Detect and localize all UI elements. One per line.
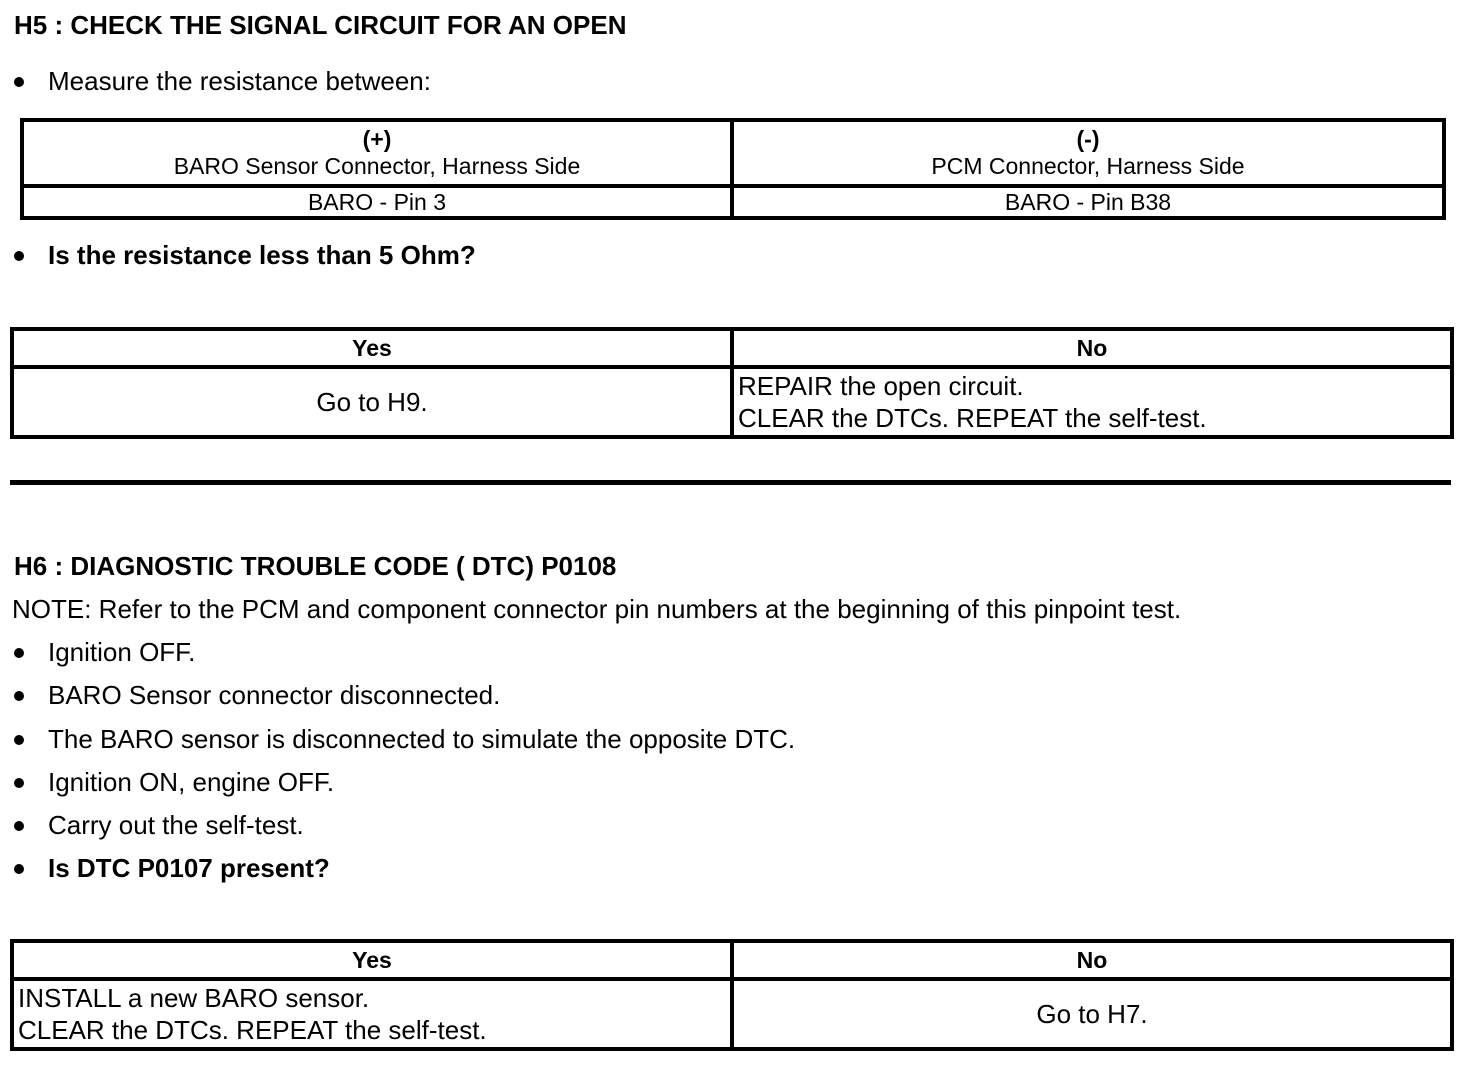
yes-action-line2: CLEAR the DTCs. REPEAT the self-test. xyxy=(18,1015,487,1045)
bullet-text: Carry out the self-test. xyxy=(48,810,304,840)
bullet-text: Ignition OFF. xyxy=(48,637,196,667)
h6-bullet-2 xyxy=(12,680,500,711)
minus-header-cell xyxy=(732,120,1444,186)
yes-action-line1: INSTALL a new BARO sensor. xyxy=(18,983,370,1013)
bullet-icon xyxy=(14,864,24,874)
plus-symbol: (+) xyxy=(362,126,392,152)
bullet-text: The BARO sensor is disconnected to simulate the opposite DTC. xyxy=(48,724,796,754)
h6-title: H6 : DIAGNOSTIC TROUBLE CODE ( DTC) P0108 xyxy=(14,551,617,581)
minus-symbol: (-) xyxy=(1076,126,1100,152)
meter-connection-table xyxy=(20,118,1446,220)
h6-question xyxy=(12,853,330,884)
yes-action-cell xyxy=(12,979,732,1049)
bullet-icon xyxy=(14,821,24,831)
plus-header-cell xyxy=(22,120,732,186)
bullet-text: Ignition ON, engine OFF. xyxy=(48,767,335,797)
h6-result-table xyxy=(10,939,1454,1051)
section-divider xyxy=(10,480,1451,485)
no-action: Go to H7. xyxy=(732,979,1452,1049)
no-action-line2: CLEAR the DTCs. REPEAT the self-test. xyxy=(738,403,1207,433)
bullet-text: Measure the resistance between: xyxy=(48,66,431,96)
h6-bullet-1 xyxy=(12,637,195,668)
minus-label: PCM Connector, Harness Side xyxy=(931,153,1245,179)
bullet-text: BARO Sensor connector disconnected. xyxy=(48,680,501,710)
bullet-icon xyxy=(14,648,24,658)
h5-question xyxy=(12,240,476,271)
bullet-icon xyxy=(14,77,24,87)
plus-value-cell: BARO - Pin 3 xyxy=(22,186,732,218)
h5-bullet-measure xyxy=(12,66,431,97)
h5-title: H5 : CHECK THE SIGNAL CIRCUIT FOR AN OPEN xyxy=(14,10,627,40)
plus-label: BARO Sensor Connector, Harness Side xyxy=(173,153,581,179)
h5-result-table xyxy=(10,327,1454,439)
question-text: Is DTC P0107 present? xyxy=(48,853,330,883)
h6-bullet-3 xyxy=(12,724,795,755)
bullet-icon xyxy=(14,735,24,745)
bullet-icon xyxy=(14,251,24,261)
bullet-icon xyxy=(14,691,24,701)
question-text: Is the resistance less than 5 Ohm? xyxy=(48,240,476,270)
no-action-line1: REPAIR the open circuit. xyxy=(738,371,1024,401)
no-header: No xyxy=(732,941,1452,979)
minus-value-cell: BARO - Pin B38 xyxy=(732,186,1444,218)
h6-bullet-5 xyxy=(12,810,304,841)
h6-note: NOTE: Refer to the PCM and component connector pin numbers at the beginning of this pinpoint test. xyxy=(12,594,1182,624)
bullet-icon xyxy=(14,778,24,788)
yes-header: Yes xyxy=(12,941,732,979)
h6-bullet-4 xyxy=(12,767,334,798)
no-action-cell xyxy=(732,367,1452,437)
yes-header: Yes xyxy=(12,329,732,367)
no-header: No xyxy=(732,329,1452,367)
yes-action: Go to H9. xyxy=(12,367,732,437)
